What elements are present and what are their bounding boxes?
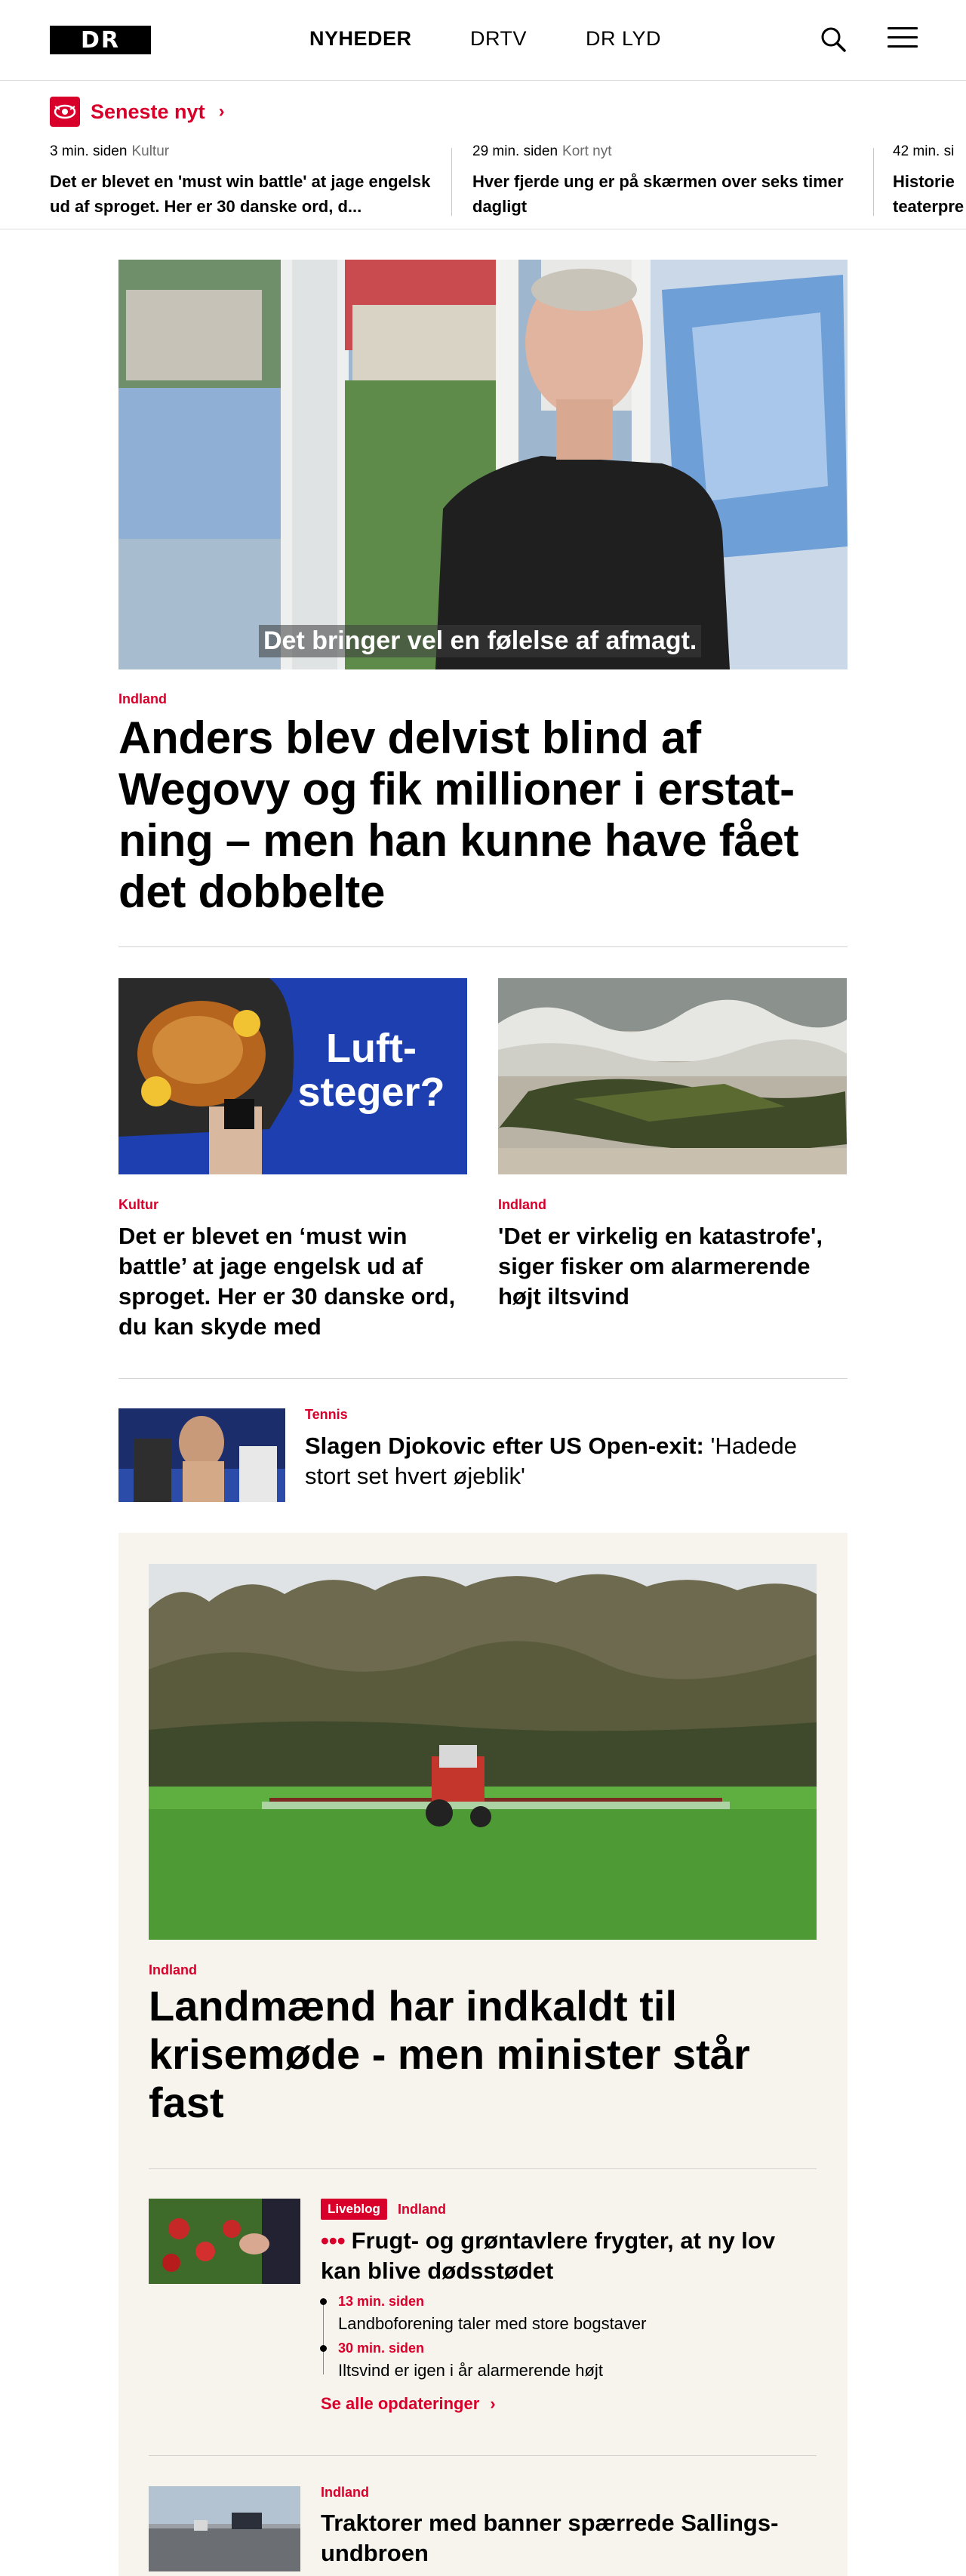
live-dots-icon: ••• xyxy=(321,2227,346,2254)
section-divider xyxy=(118,946,848,947)
ticker-item[interactable] xyxy=(472,143,865,219)
ticker-item[interactable] xyxy=(50,143,442,219)
hero-video-image[interactable] xyxy=(118,260,848,669)
ticker-category: Kort nyt xyxy=(562,143,612,159)
liveblog-update[interactable] xyxy=(338,2341,603,2381)
chevron-right-icon: › xyxy=(218,101,225,122)
airfryer-image-caption: Luft- steger? xyxy=(297,1026,445,1115)
liveblog-update[interactable] xyxy=(338,2294,646,2334)
ticker-time: 3 min. siden xyxy=(50,143,128,159)
tennis-headline[interactable] xyxy=(305,1431,848,1491)
farm-category[interactable]: Indland xyxy=(149,1962,197,1977)
bridge-category[interactable]: Indland xyxy=(321,2485,369,2500)
ticker-divider xyxy=(451,148,452,216)
liveblog-category[interactable]: Indland xyxy=(398,2202,446,2217)
live-eye-icon xyxy=(50,97,80,127)
liveblog-headline-text: Frugt- og grøntavlere frygter, at ny lov kan blive dødsstødet xyxy=(321,2227,776,2284)
see-all-label: Se alle opdateringer xyxy=(321,2394,480,2413)
seaweed-beach-image[interactable] xyxy=(498,978,847,1174)
tennis-category[interactable]: Tennis xyxy=(305,1407,348,1422)
ticker-time: 29 min. siden xyxy=(472,143,558,159)
nav-nyheder[interactable]: NYHEDER xyxy=(309,27,412,50)
chevron-right-icon: › xyxy=(490,2394,496,2413)
ticker-category: Kultur xyxy=(131,143,170,159)
ticker-headline: Hver fjerde ung er på skærmen over seks timer dagligt xyxy=(472,172,844,216)
card-headline[interactable]: 'Det er virkelig en katastrofe', siger fisker om alarmerende højt iltsvind xyxy=(498,1223,823,1310)
ticker-headline: Historie teaterpre xyxy=(893,172,964,216)
video-subtitle: Det bringer vel en følelse af afmagt. xyxy=(259,625,701,657)
tennis-image[interactable] xyxy=(118,1408,285,1502)
nav-drtv[interactable]: DRTV xyxy=(470,27,528,50)
update-time: 30 min. siden xyxy=(338,2341,425,2356)
bridge-tractors-image[interactable] xyxy=(149,2486,300,2571)
hero-headline[interactable]: Anders blev delvist blind af Wegovy og fik millioner i erstatning – men han kunne have fået det dobbelte xyxy=(118,712,799,917)
logo-text: DR xyxy=(80,26,120,54)
ticker-headline: Det er blevet en 'must win battle' at jage engelsk ud af sproget. Her er 30 danske ord, d... xyxy=(50,172,431,216)
liveblog-badge: Liveblog xyxy=(321,2199,387,2220)
update-text: Landboforening taler med store bogstaver xyxy=(338,2314,647,2333)
tractor-field-image[interactable] xyxy=(149,1564,817,1940)
ticker-divider xyxy=(873,148,874,216)
tennis-headline-bold: Slagen Djokovic efter US Open-exit: xyxy=(305,1433,704,1459)
site-header xyxy=(0,0,966,81)
update-text: Iltsvind er igen i år alarmerende højt xyxy=(338,2361,603,2380)
section-divider xyxy=(149,2168,817,2169)
update-bullet xyxy=(320,2345,327,2352)
section-divider xyxy=(118,1378,848,1379)
see-all-updates-link[interactable] xyxy=(321,2394,496,2414)
ticker-item[interactable] xyxy=(893,143,966,219)
card-category[interactable]: Indland xyxy=(498,1197,546,1212)
latest-news-header[interactable] xyxy=(50,97,225,127)
search-icon[interactable] xyxy=(820,26,847,53)
update-time: 13 min. siden xyxy=(338,2294,425,2309)
apple-orchard-image[interactable] xyxy=(149,2199,300,2284)
update-bullet xyxy=(320,2298,327,2305)
update-timeline xyxy=(323,2302,324,2374)
nav-dr-lyd[interactable]: DR LYD xyxy=(586,27,662,50)
tennis-headline-quote: 'Hadede stort set hvert øjeblik' xyxy=(305,1433,797,1489)
hamburger-menu-icon[interactable] xyxy=(888,27,918,51)
liveblog-headline[interactable] xyxy=(321,2226,811,2286)
airfryer-image[interactable] xyxy=(118,978,467,1174)
card-category[interactable]: Kultur xyxy=(118,1197,158,1212)
bridge-headline[interactable]: Traktorer med banner spærrede Sallingsundbroen xyxy=(321,2510,779,2566)
section-divider xyxy=(149,2455,817,2456)
latest-news-title: Seneste nyt xyxy=(91,100,205,123)
card-headline[interactable]: Det er blevet en ‘must win battle’ at jage engelsk ud af sproget. Her er 30 danske ord, du kan skyde med xyxy=(118,1223,456,1340)
latest-news-bar xyxy=(0,82,966,229)
farm-headline[interactable]: Landmænd har indkaldt til krisemøde - men minister står fast xyxy=(149,1982,750,2126)
hero-category[interactable]: Indland xyxy=(118,691,167,706)
ticker-time: 42 min. si xyxy=(893,143,955,159)
